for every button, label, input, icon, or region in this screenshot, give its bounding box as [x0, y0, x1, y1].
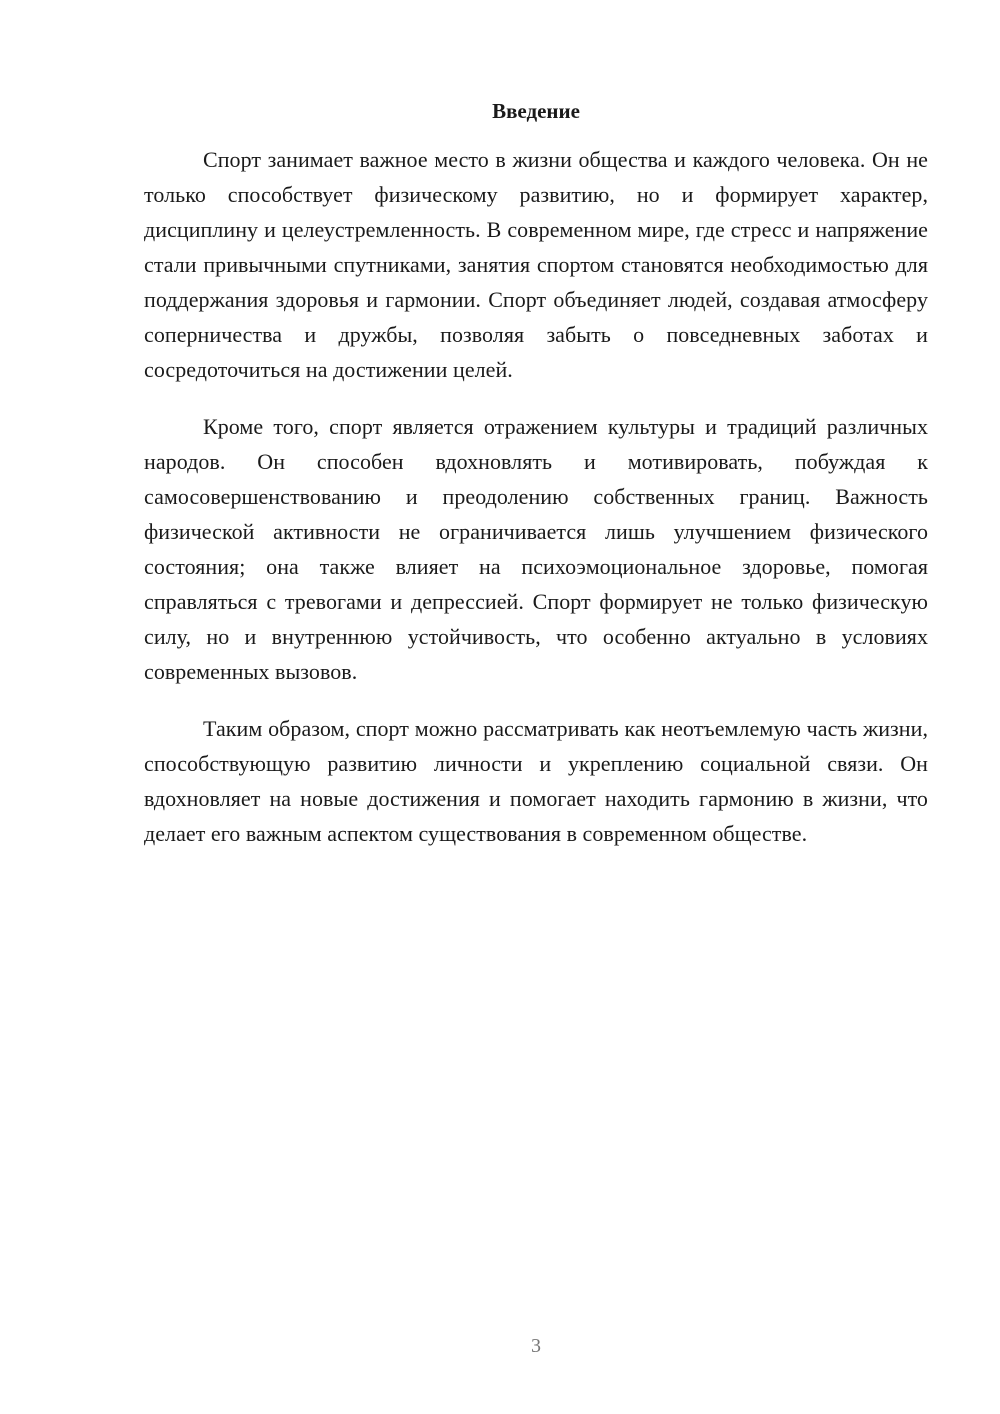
page-number: 3 [531, 1335, 541, 1357]
body-text [144, 142, 928, 873]
paragraph-3: Таким образом, спорт можно рассматривать как неотъемлемую часть жизни, способствующую развитию личности и укреплению социальной связи. Он вдохновляет на новые достижения и помогает находить гармонию в жизни, что делает его важным аспектом существования в современном обществе. [144, 716, 928, 846]
section-heading: Введение [492, 99, 580, 123]
paragraph-1: Спорт занимает важное место в жизни общества и каждого человека. Он не только способствует физическому развитию, но и формирует характер, дисциплину и целеустремленность. В современном мире, где стресс и напряжение стали привычными спутниками, занятия спортом становятся необходимостью для поддержания здоровья и гармонии. Спорт объединяет людей, создавая атмосферу соперничества и дружбы, позволяя забыть о повседневных заботах и сосредоточиться на достижении целей. [144, 147, 928, 382]
paragraph-2: Кроме того, спорт является отражением культуры и традиций различных народов. Он способен вдохновлять и мотивировать, побуждая к самосовершенствованию и преодолению собственных границ. Важность физической активности не ограничивается лишь улучшением физического состояния; она также влияет на психоэмоциональное здоровье, помогая справляться с тревогами и депрессией. Спорт формирует не только физическую силу, но и внутреннюю устойчивость, что особенно актуально в условиях современных вызовов. [144, 414, 928, 684]
